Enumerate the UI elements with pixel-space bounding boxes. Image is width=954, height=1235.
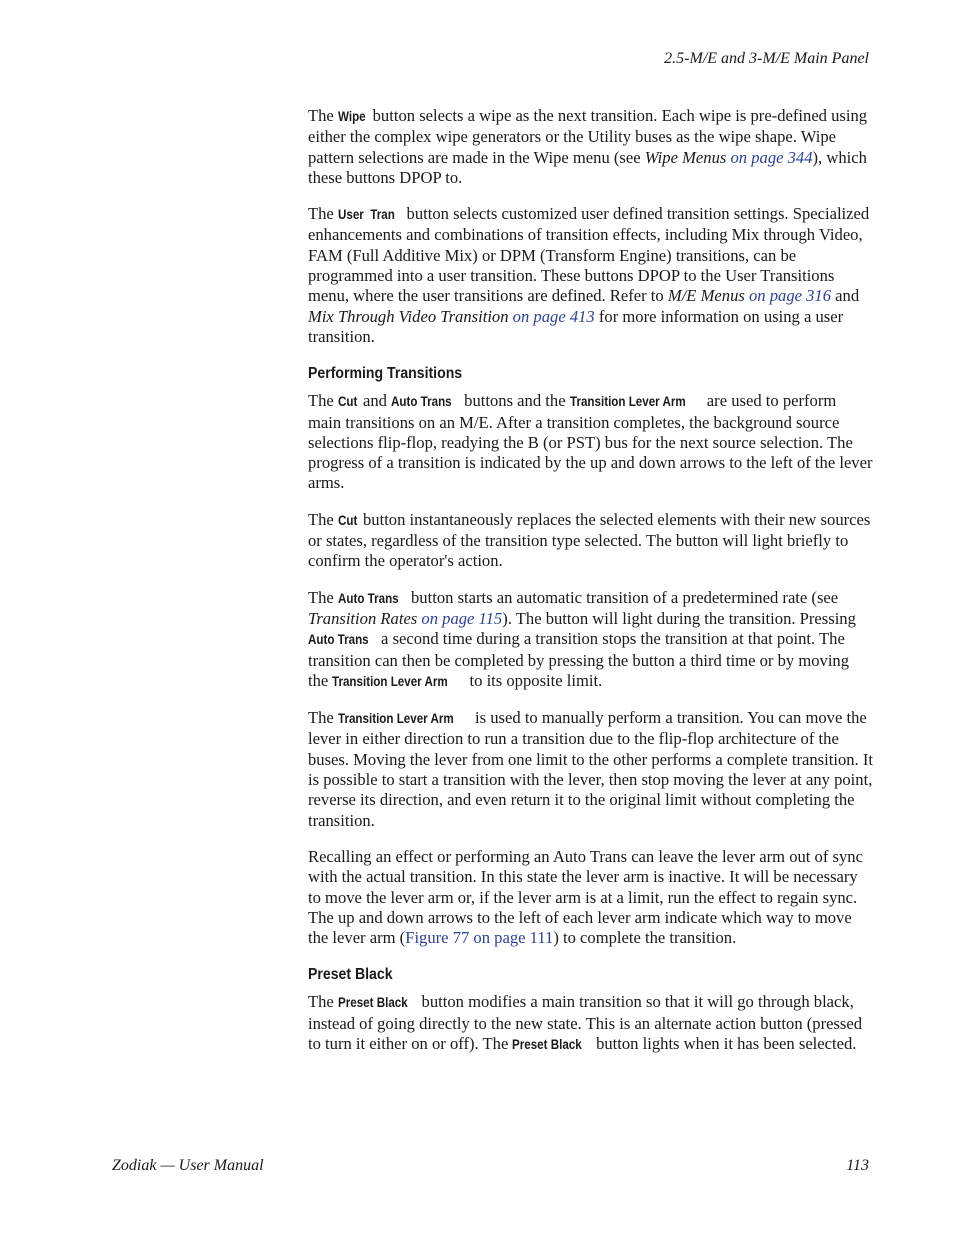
heading-performing-transitions: Performing Transitions: [308, 365, 463, 383]
paragraph-transition-controls: The Cut and Auto Trans buttons and the Transition Lever Arm are used to perform main transitions on an M/E. After a transition completes, the background source selections flip-flop, readying the B (or PST) bus for the next source selection. The progress of a transition is indicated by the up and down arrows to the left of the lever arms.: [308, 391, 873, 493]
paragraph-user-tran: The User Tran button selects customized user defined transition settings. Specialized enhancements and combinations of transition effects, including Mix through Video, FAM (Full Additive Mix) or DPM (Transform Engine) transitions, can be programmed into a user transition. These buttons DPOP to the User Transitions menu, where the user transitions are defined. Refer to M/E Menus on page 316 and Mix Through Video Transition on page 413 for more information on using a user transition.: [308, 204, 870, 346]
button-name-auto-trans: Auto Trans: [391, 394, 452, 410]
paragraph-wipe: The Wipe button selects a wipe as the next transition. Each wipe is pre-defined using either the complex wipe generators or the Utility buses as the wipe shape. Wipe pattern selections are made in the Wipe menu (see Wipe Menus on page 344), which these buttons DPOP to.: [308, 106, 868, 187]
main-content: [308, 106, 873, 1071]
xref-title: Mix Through Video Transition: [308, 306, 509, 326]
button-name-cut: Cut: [337, 512, 358, 528]
heading-preset-black: Preset Black: [308, 966, 393, 984]
button-name-transition-lever-arm: Transition Lever Arm: [337, 711, 454, 727]
button-name-preset-black: Preset Black: [512, 1036, 583, 1052]
paragraph-cut: The Cut button instantaneously replaces the selected elements with their new sources or states, regardless of the transition type selected. The button will light briefly to confirm the operator's action.: [308, 509, 871, 571]
xref-link-page-316[interactable]: on page 316: [744, 286, 832, 306]
xref-title: Transition Rates: [308, 608, 418, 628]
button-name-auto-trans: Auto Trans: [308, 632, 369, 648]
xref-link-page-344[interactable]: on page 344: [726, 147, 813, 167]
button-name-cut: Cut: [337, 394, 358, 410]
paragraph-lever-sync: Recalling an effect or performing an Auto Trans can leave the lever arm out of sync with the actual transition. In this state the lever arm is inactive. It will be necessary to move the lever arm or, if the lever arm is at a limit, run the effect to regain sync. The up and down arrows to the left of each lever arm indicate which way to move the lever arm (Figure 77 on page 111) to complete the transition.: [308, 846, 863, 948]
xref-title: Wipe Menus: [644, 147, 727, 167]
xref-link-page-115[interactable]: on page 115: [417, 608, 503, 628]
button-name-transition-lever-arm: Transition Lever Arm: [332, 673, 449, 689]
xref-title: M/E Menus: [667, 286, 745, 306]
running-header: 2.5-M/E and 3-M/E Main Panel: [664, 50, 869, 67]
page-number: 113: [846, 1157, 869, 1174]
xref-link-page-413[interactable]: on page 413: [508, 306, 595, 326]
xref-link-figure-77[interactable]: Figure 77 on page 111: [405, 928, 554, 948]
button-name-auto-trans: Auto Trans: [337, 590, 399, 606]
button-name-user-tran: User Tran: [337, 207, 395, 223]
button-name-transition-lever-arm: Transition Lever Arm: [569, 394, 686, 410]
paragraph-preset-black: The Preset Black button modifies a main transition so that it will go through black, instead of going directly to the new state. This is an alternate action button (pressed to turn it either on or off). The Preset Black button lights when it has been selected.: [308, 992, 873, 1055]
footer-manual-title: Zodiak — User Manual: [112, 1157, 264, 1174]
button-name-preset-black: Preset Black: [337, 995, 408, 1011]
paragraph-auto-trans: The Auto Trans button starts an automatic transition of a predetermined rate (see Transition Rates on page 115). The button will light during the transition. Pressing Auto Trans a second time during a transition stops the transition at that point. The transition can then be completed by pressing the button a third time or by moving the Transition Lever Arm to its opposite limit.: [308, 588, 873, 692]
paragraph-lever-arm: The Transition Lever Arm is used to manually perform a transition. You can move the lever in either direction to run a transition due to the flip-flop architecture of the buses. Moving the lever from one limit to the other performs a complete transition. It is possible to start a transition with the lever, then stop moving the lever at any point, reverse its direction, and even return it to the original limit without completing the transition.: [308, 708, 873, 830]
button-name-wipe: Wipe: [337, 109, 366, 124]
